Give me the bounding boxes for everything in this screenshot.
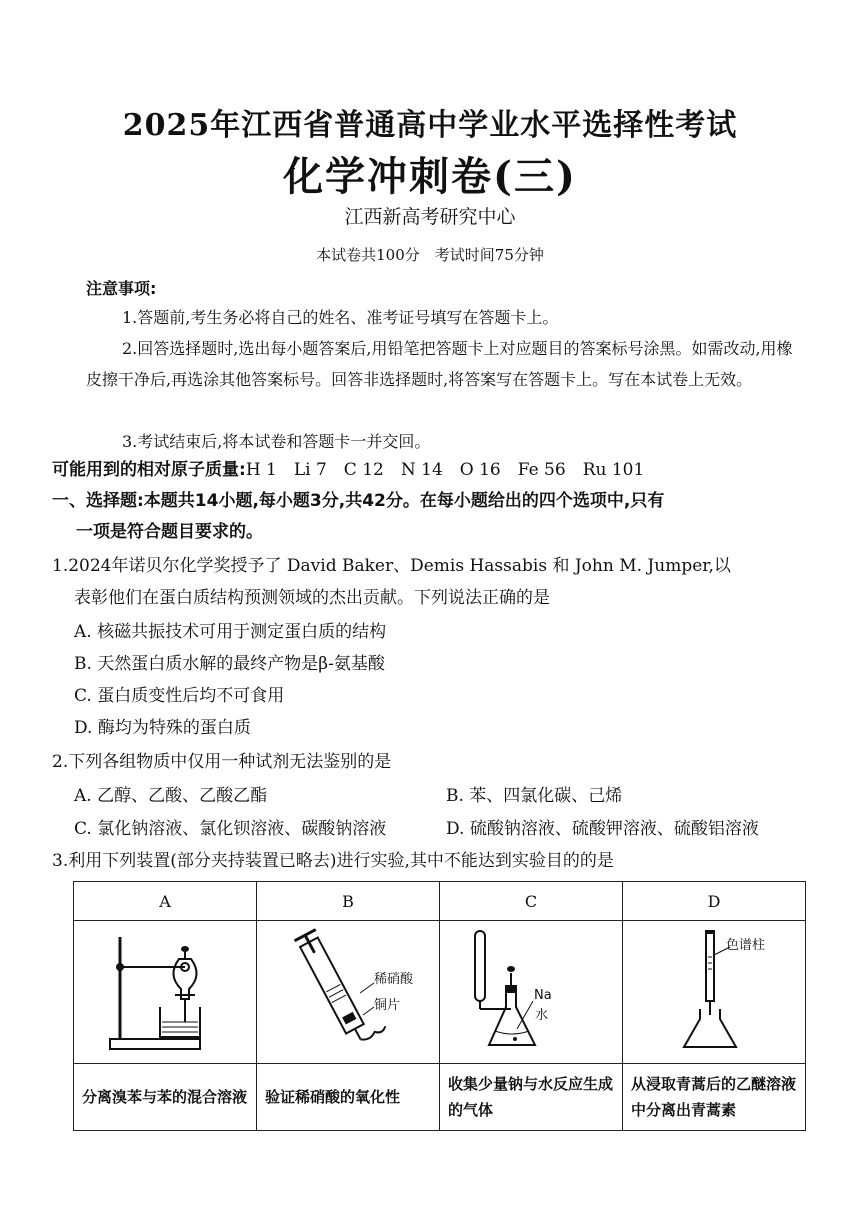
note-item-2: 2.回答选择题时,选出每小题答案后,用铅笔把答题卡上对应题目的答案标号涂黑。如需改动,用橡皮擦干净后,再选涂其他答案标号。回答非选择题时,将答案写在答题卡上。写在本试卷上无效。 — [86, 339, 793, 389]
atomic-masses-label: 可能用到的相对原子质量: — [52, 460, 246, 480]
note-item-3: 3.考试结束后,将本试卷和答题卡一并交回。 — [122, 432, 431, 451]
atomic-masses — [52, 455, 644, 480]
apparatus-caption-d: 从浸取青蒿后的乙醚溶液中分离出青蒿素 — [623, 1064, 806, 1131]
apparatus-table — [73, 881, 806, 1131]
label-water: 水 — [535, 1008, 549, 1023]
label-dilute-nitric-acid: 稀硝酸 — [374, 972, 414, 987]
apparatus-caption-c: 收集少量钠与水反应生成的气体 — [440, 1064, 623, 1131]
apparatus-figure-row — [74, 921, 806, 1064]
section-heading-line2: 一项是符合题目要求的。 — [76, 522, 263, 542]
apparatus-header-b: B — [257, 882, 440, 921]
question-2-stem: 2.下列各组物质中仅用一种试剂无法鉴别的是 — [52, 752, 392, 772]
apparatus-caption-a: 分离溴苯与苯的混合溶液 — [74, 1064, 257, 1131]
question-1-option-d: D. 酶均为特殊的蛋白质 — [74, 718, 251, 738]
question-1-stem — [52, 550, 822, 614]
apparatus-caption-b: 验证稀硝酸的氧化性 — [257, 1064, 440, 1131]
label-sodium: Na — [534, 988, 552, 1003]
label-chromatography-column: 色谱柱 — [726, 938, 766, 953]
apparatus-figure-a — [74, 921, 257, 1064]
flask-gas-collection-illustration — [451, 927, 611, 1057]
question-1-option-a: A. 核磁共振技术可用于测定蛋白质的结构 — [74, 622, 387, 642]
question-2-option-d: D. 硫酸钠溶液、硫酸钾溶液、硫酸铝溶液 — [446, 819, 759, 839]
notes-heading: 注意事项: — [86, 279, 157, 298]
apparatus-header-row — [74, 882, 806, 921]
question-1-stem-line2: 表彰他们在蛋白质结构预测领域的杰出贡献。下列说法正确的是 — [74, 588, 550, 608]
label-copper-sheet: 铜片 — [374, 998, 401, 1013]
section-heading-line1: 一、选择题:本题共14小题,每小题3分,共42分。在每小题给出的四个选项中,只有 — [52, 491, 665, 511]
question-1-stem-line1: 1.2024年诺贝尔化学奖授予了 David Baker、Demis Hassabis 和 John M. Jumper,以 — [52, 556, 731, 576]
apparatus-figure-c — [440, 921, 623, 1064]
apparatus-header-d: D — [623, 882, 806, 921]
atomic-masses-values: H 1 Li 7 C 12 N 14 O 16 Fe 56 Ru 101 — [245, 460, 645, 480]
question-2-option-b: B. 苯、四氯化碳、己烯 — [446, 786, 623, 806]
apparatus-caption-row — [74, 1064, 806, 1131]
question-3-stem: 3.利用下列装置(部分夹持装置已略去)进行实验,其中不能达到实验目的的是 — [52, 851, 614, 871]
organization: 江西新高考研究中心 — [344, 206, 516, 228]
question-1-option-c: C. 蛋白质变性后均不可食用 — [74, 686, 285, 706]
apparatus-figure-b — [257, 921, 440, 1064]
separatory-funnel-illustration — [85, 927, 245, 1057]
exam-title: 2025年江西省普通高中学业水平选择性考试 — [122, 108, 738, 143]
exam-meta: 本试卷共100分 考试时间75分钟 — [316, 246, 544, 264]
question-1-option-b: B. 天然蛋白质水解的最终产物是β-氨基酸 — [74, 654, 385, 674]
paper-title: 化学冲刺卷(三) — [283, 153, 577, 200]
apparatus-header-a: A — [74, 882, 257, 921]
question-2-option-c: C. 氯化钠溶液、氯化钡溶液、碳酸钠溶液 — [74, 819, 387, 839]
question-2-option-a: A. 乙醇、乙酸、乙酸乙酯 — [74, 786, 268, 806]
section-heading — [52, 486, 822, 548]
chromatography-column-illustration — [634, 927, 794, 1057]
note-item-1: 1.答题前,考生务必将自己的姓名、准考证号填写在答题卡上。 — [122, 308, 559, 327]
syringe-illustration — [268, 927, 428, 1057]
apparatus-header-c: C — [440, 882, 623, 921]
apparatus-figure-d — [623, 921, 806, 1064]
